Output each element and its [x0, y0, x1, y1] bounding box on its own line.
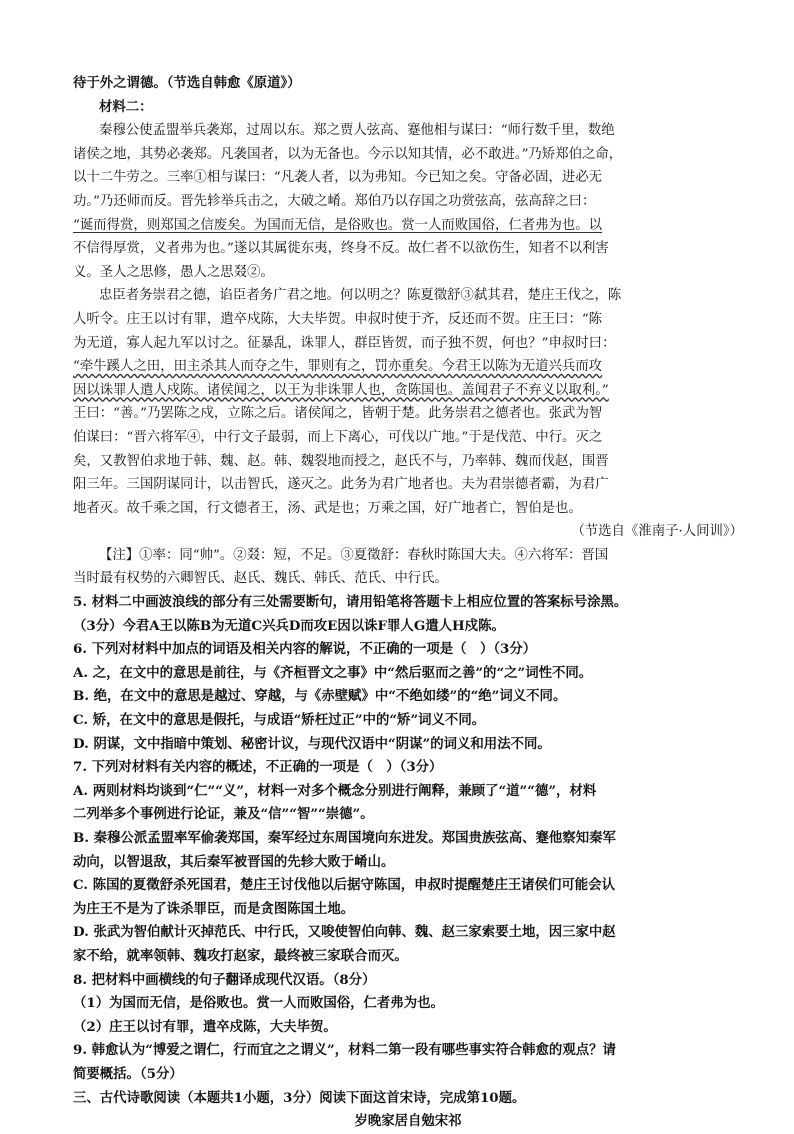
text-line-30: 7. 下列对材料有关内容的概述，不正确的一项是（ ）（3分）	[73, 759, 443, 776]
text-line-10: 忠臣者务崇君之德，谄臣者务广君之地。何以明之？陈夏徵舒③弑其君，楚庄王伐之，陈	[99, 288, 622, 304]
text-line-43: 简要概括。（5分）	[73, 1065, 183, 1082]
text-line-45: 岁晚家居自勉宋祁	[354, 1113, 462, 1130]
text-line-9: 义。圣人之思修，愚人之思叕②。	[73, 264, 274, 280]
text-line-44: 三、古代诗歌阅读（本题共1小题，3分）阅读下面这首宋诗，完成第10题。	[73, 1089, 526, 1106]
text-line-4: 诸侯之地，其势必袭郑。凡袭国者，以为无备也。今示以知其情，必不敢进。”乃矫郑伯之命，	[73, 146, 623, 162]
text-line-20: （节选自《淮南子·人间训》）	[571, 524, 743, 540]
text-line-38: 家不给，就率领韩、魏攻打赵家，最终被三家联合而灭。	[73, 947, 408, 964]
text-line-42: 9. 韩愈认为“博爱之谓仁，行而宜之之谓义”，材料二第一段有哪些事实符合韩愈的观点？请	[73, 1042, 616, 1059]
text-line-6: 功。”乃还师而反。晋先轸举兵击之，大破之崤。郑伯乃以存国之功赏弦高，弦高辞之曰：	[73, 193, 596, 209]
text-line-36: 为庄王不是为了诛杀罪臣，而是贪图陈国土地。	[73, 900, 355, 917]
text-line-21: 【注】①率：同“帅”。②叕：短，不足。③夏徵舒：春秋时陈国大夫。④六将军：晋国	[99, 547, 609, 563]
text-line-28: C. 矫，在文中的意思是假托，与成语“矫枉过正”中的“矫”词义不同。	[73, 712, 486, 729]
text-line-29: D. 阴谋，文中指暗中策划、秘密计议，与现代汉语中“阴谋”的词义和用法不同。	[73, 735, 551, 752]
text-line-22: 当时最有权势的六卿智氏、赵氏、魏氏、韩氏、范氏、中行氏。	[73, 571, 448, 587]
text-line-24: （3分）今君A王以陈B为无道C兴兵D而攻E因以诛F罪人G遣人H戍陈。	[73, 617, 505, 634]
text-line-39: 8. 把材料中画横线的句子翻译成现代汉语。（8分）	[73, 971, 376, 988]
text-line-15: 王曰：“善。”乃罢陈之戍，立陈之后。诸侯闻之，皆朝于楚。此务崇君之德者也。张武为智	[73, 406, 603, 422]
text-line-1: 待于外之谓德。（节选自韩愈《原道》）	[73, 75, 301, 91]
text-line-41: （2）庄王以讨有罪，遣卒戍陈，大夫毕贺。	[73, 1018, 337, 1035]
text-line-35: C. 陈国的夏徵舒杀死国君，楚庄王讨伐他以后据守陈国，申叔时提醒楚庄王诸侯们可能会认	[73, 877, 615, 894]
text-line-11: 人听令。庄王以讨有罪，遣卒戍陈，大夫毕贺。申叔时使于齐，反还而不贺。庄王曰：“陈	[73, 311, 603, 327]
text-line-25: 6. 下列对材料中加点的词语及相关内容的解说，不正确的一项是（ ）（3分）	[73, 641, 537, 658]
text-line-12: 为无道，寡人起九军以讨之。征暴乱，诛罪人，群臣皆贺，而子独不贺，何也？”申叔时曰：	[73, 335, 616, 351]
text-line-27: B. 绝，在文中的意思是越过、穿越，与《赤壁赋》中“不绝如缕”的“绝”词义不同。	[73, 688, 567, 705]
text-line-19: 地者灭。故千乘之国，行文德者王，汤、武是也；万乘之国，好广地者亡，智伯是也。	[73, 500, 582, 516]
text-line-26: A. 之，在文中的意思是前往，与《齐桓晋文之事》中“然后驱而之善”的“之”词性不同。	[73, 664, 593, 681]
text-line-17: 矣，又教智伯求地于韩、魏、赵。韩、魏裂地而授之，赵氏不与，乃率韩、魏而伐赵，围晋	[73, 453, 609, 469]
text-line-8: 不信得厚赏，义者弗为也。”遂以其属徙东夷，终身不反。故仁者不以欲伤生，知者不以利害	[73, 241, 609, 257]
text-line-3: 秦穆公使孟盟举兵袭郑，过周以东。郑之贾人弦高、蹇他相与谋曰：“师行数千里，数绝	[99, 123, 615, 139]
text-line-23: 5. 材料二中画波浪线的部分有三处需要断句，请用铅笔将答题卡上相应位置的答案标号涂黑。	[73, 594, 628, 611]
text-line-13: “牵牛蹊人之田，田主杀其人而夺之牛，罪则有之，罚亦重矣。今君王以陈为无道兴兵而攻	[73, 359, 603, 375]
text-line-16: 伯谋曰：“晋六将军④，中行文子最弱，而上下离心，可伐以广地。”于是伐范、中行。灭之	[73, 429, 603, 445]
text-line-32: 二列举多个事例进行论证，兼及“信”“智”“崇德”。	[73, 806, 374, 823]
text-line-2: 材料二：	[99, 98, 153, 115]
text-line-33: B. 秦穆公派孟盟率军偷袭郑国，秦军经过东周国境向东进发。郑国贵族弦高、蹇他察知秦军	[73, 830, 616, 846]
text-line-7: “诞而得赏，则郑国之信废矣。为国而无信，是俗败也。赏一人而败国俗，仁者弗为也。以	[73, 217, 603, 233]
text-line-34: 动向，以智退敌，其后秦军被晋国的先轸大败于崤山。	[73, 853, 395, 870]
document-body	[73, 72, 743, 1134]
text-line-31: A. 两则材料均谈到“仁”“义”，材料一对多个概念分别进行阐释，兼顾了“道”“德”，材料	[73, 782, 597, 799]
text-line-5: 以十二牛劳之。三率①相与谋曰：“凡袭人者，以为弗知。今已知之矣。守备必固，进必无	[73, 170, 603, 186]
text-line-18: 阳三年。三国阴谋同计，以击智氏，遂灭之。此务为君广地者也。夫为君崇德者霸，为君广	[73, 477, 609, 493]
text-line-37: D. 张武为智伯献计灭掉范氏、中行氏，又唆使智伯向韩、魏、赵三家索要土地，因三家中赵	[73, 924, 616, 941]
text-line-40: （1）为国而无信，是俗败也。赏一人而败国俗，仁者弗为也。	[73, 995, 444, 1012]
text-line-14: 因以诛罪人遣人戍陈。诸侯闻之，以王为非诛罪人也，贪陈国也。盖闻君子不弃义以取利。”	[73, 382, 609, 398]
